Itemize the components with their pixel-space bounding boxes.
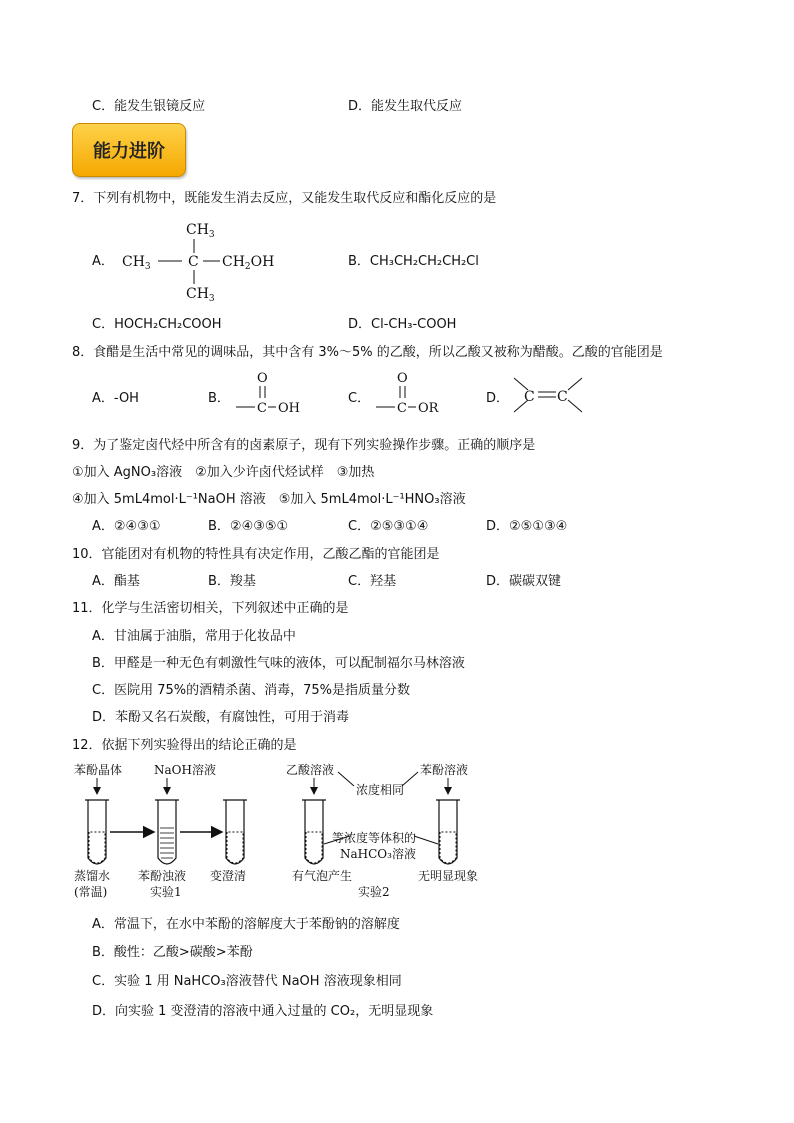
q7-option-a-structure	[118, 218, 308, 304]
svg-text:CH2OH: $CH_2OH$	[222, 254, 275, 272]
q8-option-d-label: D．	[486, 391, 510, 406]
q7-option-a-label: A．	[92, 254, 114, 269]
svg-text:C: C	[397, 401, 407, 416]
label-nahco3-line2: NaHCO₃溶液	[340, 847, 416, 861]
label-same-concentration: 浓度相同	[356, 783, 405, 797]
q8-option-d-structure	[508, 372, 588, 418]
svg-text:O: O	[397, 371, 408, 386]
svg-text:O: O	[257, 371, 268, 386]
q9-option-c: C．②⑤③①④	[348, 519, 429, 534]
q12-option-c: C．实验 1 用 NaHCO₃溶液替代 NaOH 溶液现象相同	[92, 974, 402, 989]
svg-text:OH: OH	[278, 401, 300, 416]
q12-stem: 12．依据下列实验得出的结论正确的是	[72, 738, 297, 753]
q8-option-c-structure	[372, 370, 452, 418]
label-naoh: NaOH溶液	[154, 763, 216, 777]
label-room-temp: (常温)	[74, 885, 108, 899]
label-exp2: 实验2	[358, 885, 390, 899]
svg-text:CH3: $CH_3$	[186, 222, 215, 240]
q10-option-a: A．酯基	[92, 574, 140, 589]
label-no-change: 无明显现象	[418, 869, 479, 883]
q11-stem: 11．化学与生活密切相关，下列叙述中正确的是	[72, 601, 349, 616]
label-distilled-water: 蒸馏水	[74, 869, 111, 883]
q9-steps-line1: ①加入 AgNO₃溶液 ②加入少许卤代烃试样 ③加热	[72, 465, 375, 480]
q12-option-b: B．酸性：乙酸>碳酸>苯酚	[92, 945, 253, 960]
q11-option-c: C．医院用 75%的酒精杀菌、消毒，75%是指质量分数	[92, 683, 410, 698]
q12-experiment-figure	[68, 758, 488, 908]
q9-option-a: A．②④③①	[92, 519, 161, 534]
q7-option-b: B．CH₃CH₂CH₂CH₂Cl	[348, 254, 479, 269]
q8-option-b-structure	[232, 370, 312, 418]
svg-text:CH3: $CH_3$	[186, 286, 215, 304]
q9-stem: 9．为了鉴定卤代烃中所含有的卤素原子，现有下列实验操作步骤。正确的顺序是	[72, 438, 536, 453]
q7-option-d: D．Cl-CH₃-COOH	[348, 317, 457, 332]
test-tube-5	[436, 800, 460, 864]
svg-text:CH3: $CH_3$	[122, 254, 151, 272]
label-exp1: 实验1	[150, 885, 182, 899]
q11-option-b: B．甲醛是一种无色有刺激性气味的液体，可以配制福尔马林溶液	[92, 656, 465, 671]
svg-text:OR: OR	[418, 401, 439, 416]
q9-steps-line2: ④加入 5mL4mol·L⁻¹NaOH 溶液 ⑤加入 5mL4mol·L⁻¹HNO₃溶液	[72, 492, 466, 507]
q10-option-b: B．羧基	[208, 574, 256, 589]
q12-option-a: A．常温下，在水中苯酚的溶解度大于苯酚钠的溶解度	[92, 917, 400, 932]
q6-option-c: C．能发生银镜反应	[92, 99, 206, 114]
label-nahco3-line1: 等浓度等体积的	[332, 831, 417, 845]
q8-stem: 8．食醋是生活中常见的调味品，其中含有 3%～5% 的乙酸，所以乙酸又被称为醋酸。乙酸的官能团是	[72, 345, 663, 360]
q9-option-b: B．②④③⑤①	[208, 519, 289, 534]
q11-option-d: D．苯酚又名石炭酸，有腐蚀性，可用于消毒	[92, 710, 350, 725]
q7-stem: 7．下列有机物中，既能发生消去反应，又能发生取代反应和酯化反应的是	[72, 191, 497, 206]
svg-text:C: C	[257, 401, 267, 416]
ability-advance-badge: 能力进阶	[72, 123, 186, 177]
svg-text:C: C	[557, 389, 568, 405]
q8-option-a: A．-OH	[92, 391, 139, 406]
label-acetic: 乙酸溶液	[286, 763, 335, 777]
q8-option-c-label: C．	[348, 391, 371, 406]
svg-text:C: C	[188, 254, 199, 270]
q10-option-d: D．碳碳双键	[486, 574, 562, 589]
label-phenol-crystal: 苯酚晶体	[74, 763, 123, 777]
svg-text:C: C	[524, 389, 535, 405]
q12-option-d: D．向实验 1 变澄清的溶液中通入过量的 CO₂，无明显现象	[92, 1004, 434, 1019]
q8-option-b-label: B．	[208, 391, 230, 406]
label-phenol-solution: 苯酚溶液	[420, 763, 469, 777]
test-tube-4	[302, 800, 326, 864]
q7-option-c: C．HOCH₂CH₂COOH	[92, 317, 222, 332]
label-turbid: 苯酚浊液	[138, 869, 187, 883]
label-bubbles: 有气泡产生	[292, 869, 353, 883]
q10-option-c: C．羟基	[348, 574, 397, 589]
q11-option-a: A．甘油属于油脂，常用于化妆品中	[92, 629, 296, 644]
test-tube-3	[223, 800, 247, 864]
label-clear: 变澄清	[210, 869, 247, 883]
q10-stem: 10．官能团对有机物的特性具有决定作用，乙酸乙酯的官能团是	[72, 547, 440, 562]
test-tube-1	[85, 800, 109, 864]
test-tube-2	[155, 800, 179, 864]
q6-option-d: D．能发生取代反应	[348, 99, 463, 114]
q9-option-d: D．②⑤①③④	[486, 519, 568, 534]
